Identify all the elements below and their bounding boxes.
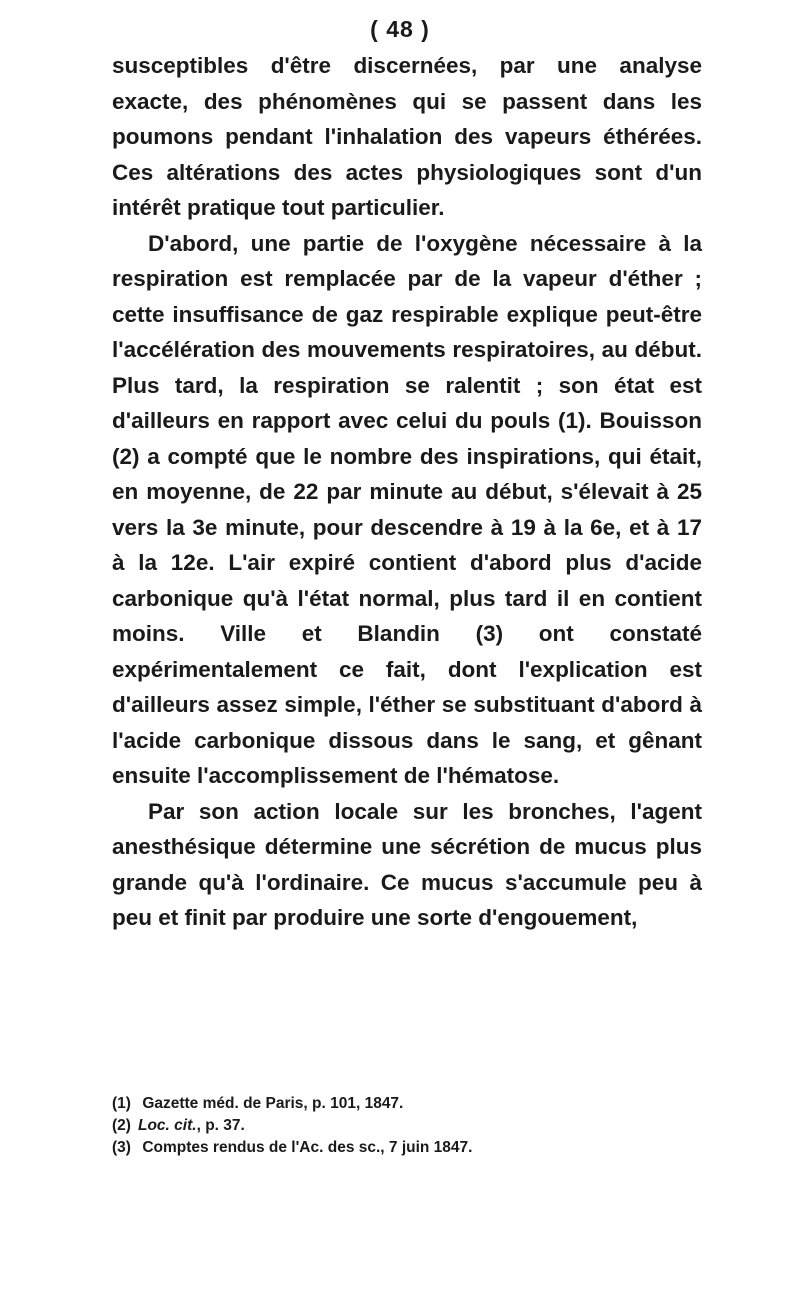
footnote-1-number: (1) bbox=[112, 1095, 131, 1112]
footnote-3-number: (3) bbox=[112, 1139, 131, 1156]
footnote-2-text: , p. 37. bbox=[196, 1117, 245, 1134]
paragraph-1: susceptibles d'être discernées, par une analyse exacte, des phénomènes qui se passent dans les poumons pendant l'inhalation des vapeurs éthérées. Ces altérations des actes physiologiques sont d'un intérêt pratique tout particulier. bbox=[112, 53, 702, 220]
footnote-2 bbox=[112, 1115, 702, 1137]
footnote-2-italic: Loc. cit. bbox=[138, 1117, 197, 1134]
footnote-2-number: (2) bbox=[112, 1117, 131, 1134]
page-number: ( 48 ) bbox=[370, 16, 430, 42]
main-text bbox=[112, 48, 702, 936]
footnote-1 bbox=[112, 1093, 702, 1115]
footnotes bbox=[112, 1093, 702, 1159]
footnote-1-text: Gazette méd. de Paris, p. 101, 1847. bbox=[142, 1095, 404, 1112]
paragraph-2: D'abord, une partie de l'oxygène nécessaire à la respiration est remplacée par de la vapeur d'éther ; cette insuffisance de gaz respirable explique peut-être l'accélération des mouvements respiratoires, au début. Plus tard, la respiration se ralentit ; son état est d'ailleurs en rapport avec celui du pouls (1). Bouisson (2) a compté que le nombre des inspirations, qui était, en moyenne, de 22 par minute au début, s'élevait à 25 vers la 3e minute, pour descendre à 19 à la 6e, et à 17 à la 12e. L'air expiré contient d'abord plus d'acide carbonique qu'à l'état normal, plus tard il en contient moins. Ville et Blandin (3) ont constaté expérimentalement ce fait, dont l'explication est d'ailleurs assez simple, l'éther se substituant d'abord à l'acide carbonique dissous dans le sang, et gênant ensuite l'accomplissement de l'hématose. bbox=[112, 230, 702, 788]
footnote-3 bbox=[112, 1137, 702, 1159]
paragraph-3: Par son action locale sur les bronches, l'agent anesthésique détermine une sécrétion de mucus plus grande qu'à l'ordinaire. Ce mucus s'accumule peu à peu et finit par produire une sorte d'engouement, bbox=[112, 798, 702, 930]
footnote-3-text: Comptes rendus de l'Ac. des sc., 7 juin 1847. bbox=[142, 1139, 473, 1156]
